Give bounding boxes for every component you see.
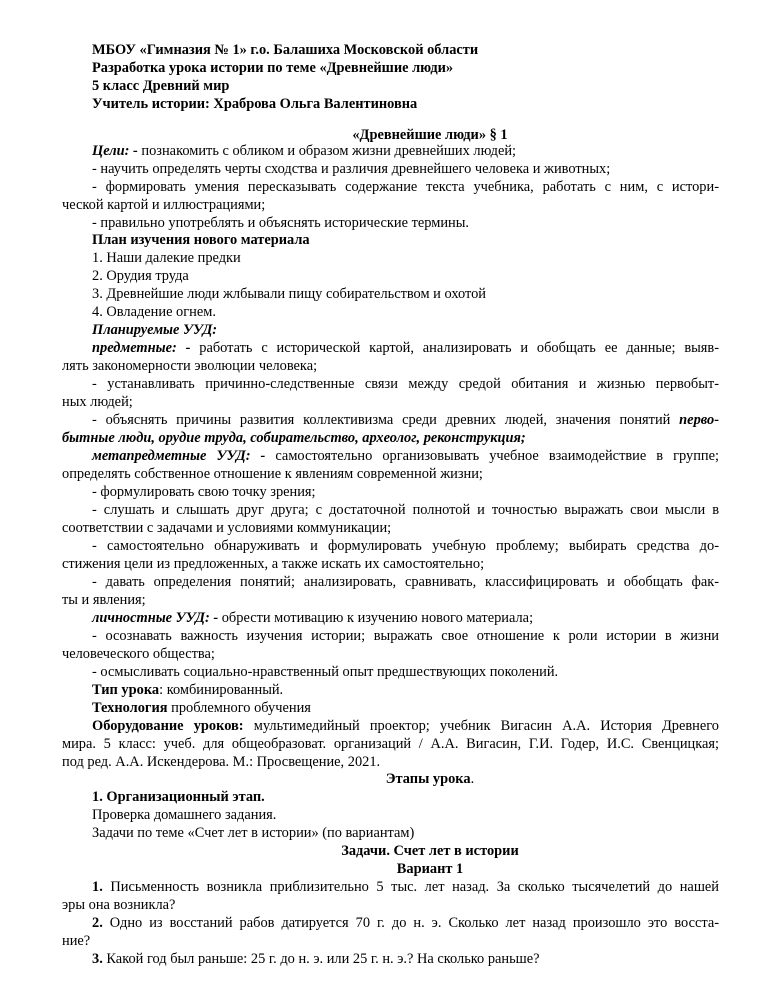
task-1-line-b: эры она возникла? bbox=[62, 897, 176, 913]
goals-line-1: Цели: - познакомить с обликом и образом жизни древнейших людей; bbox=[92, 143, 517, 159]
stages-heading: Этапы урока. bbox=[385, 771, 475, 787]
stage1-line-2: Задачи по теме «Счет лет в истории» (по вариантам) bbox=[92, 825, 415, 841]
equipment-line-1: Оборудование уроков: мультимедийный проектор; учебник Вигасин А.А. История Древнего bbox=[92, 718, 719, 734]
lesson-title: «Древнейшие люди» § 1 bbox=[352, 127, 508, 143]
personal-line-1: личностные УУД: - обрести мотивацию к изучению нового материала; bbox=[92, 610, 534, 626]
technology-line: Технология проблемного обучения bbox=[92, 700, 311, 716]
task-2-line-a: 2. Одно из восстаний рабов датируется 70 г. до н. э. Сколько лет назад произошло это восста- bbox=[92, 915, 719, 931]
plan-item-1: 1. Наши далекие предки bbox=[92, 250, 241, 266]
uud-heading: Планируемые УУД: bbox=[92, 322, 218, 338]
plan-item-4: 4. Овладение огнем. bbox=[92, 304, 216, 320]
plan-item-2: 2. Орудия труда bbox=[92, 268, 189, 284]
equipment-line-2: мира. 5 класс: учеб. для общеобразоват. организаций / А.А. Вигасин, Г.И. Годер, И.С. Свенцицкая; bbox=[62, 736, 719, 752]
subject-line-2b: ных людей; bbox=[62, 394, 133, 410]
personal-line-2a: - осознавать важность изучения истории; выражать свое отношение к роли истории в жизни bbox=[92, 628, 719, 644]
development-line: Разработка урока истории по теме «Древнейшие люди» bbox=[92, 60, 454, 76]
meta-line-5b: ты и явления; bbox=[62, 592, 146, 608]
task-1-line-a: 1. Письменность возникла приблизительно 5 тыс. лет назад. За сколько тысячелетий до нашей bbox=[92, 879, 719, 895]
subject-line-1a: предметные: - работать с исторической картой, анализировать и обобщать ее данные; выяв- bbox=[92, 340, 719, 356]
plan-item-3: 3. Древнейшие люди жлбывали пищу собирательством и охотой bbox=[92, 286, 486, 302]
school-line: МБОУ «Гимназия № 1» г.о. Балашиха Московской области bbox=[92, 42, 479, 58]
subject-line-2a: - устанавливать причинно-следственные связи между средой обитания и жизнью первобыт- bbox=[92, 376, 719, 392]
personal-label: личностные УУД: - bbox=[92, 610, 219, 626]
meta-line-2: - формулировать свою точку зрения; bbox=[92, 484, 316, 500]
subject-line-3b: бытные люди, орудие труда, собирательство, археолог, реконструкция; bbox=[62, 430, 526, 446]
personal-line-3: - осмысливать социально-нравственный опыт предшествующих поколений. bbox=[92, 664, 559, 680]
goals-label: Цели: - bbox=[92, 143, 138, 159]
teacher-line: Учитель истории: Храброва Ольга Валентиновна bbox=[92, 96, 418, 112]
subject-line-3a: - объяснять причины развития коллективизма среди древних людей, значения понятий перво- bbox=[92, 412, 719, 428]
meta-line-3a: - слушать и слышать друг друга; с достаточной полнотой и точностью выражать свои мысли в bbox=[92, 502, 719, 518]
goals-line-3a: - формировать умения пересказывать содержание текста учебника, работать с ним, с истори- bbox=[92, 179, 719, 195]
stage1-line-1: Проверка домашнего задания. bbox=[92, 807, 277, 823]
grade-line: 5 класс Древний мир bbox=[92, 78, 230, 94]
task-3-line: 3. Какой год был раньше: 25 г. до н. э. или 25 г. н. э.? На сколько раньше? bbox=[92, 951, 540, 967]
goals-line-3b: ческой картой и иллюстрациями; bbox=[62, 197, 266, 213]
meta-line-4b: стижения цели из предложенных, а также искать их самостоятельно; bbox=[62, 556, 485, 572]
plan-heading: План изучения нового материала bbox=[92, 232, 310, 248]
goals-line-4: - правильно употреблять и объяснять исторические термины. bbox=[92, 215, 470, 231]
meta-line-4a: - самостоятельно обнаруживать и формулировать учебную проблему; выбирать средства до- bbox=[92, 538, 719, 554]
subject-line-1b: лять закономерности эволюции человека; bbox=[62, 358, 318, 374]
meta-line-3b: соответствии с задачами и условиями коммуникации; bbox=[62, 520, 392, 536]
lesson-type-line: Тип урока: комбинированный. bbox=[92, 682, 284, 698]
goals-line-2: - научить определять черты сходства и различия древнейшего человека и животных; bbox=[92, 161, 611, 177]
subject-label: предметные: - bbox=[92, 340, 191, 356]
task-2-line-b: ние? bbox=[62, 933, 91, 949]
meta-line-1a: метапредметные УУД: - самостоятельно организовывать учебное взаимодействие в группе; bbox=[92, 448, 719, 464]
stage1-heading: 1. Организационный этап. bbox=[92, 789, 265, 805]
tasks-heading: Задачи. Счет лет в истории bbox=[341, 843, 519, 859]
meta-label: метапредметные УУД: - bbox=[92, 448, 266, 464]
meta-line-1b: определять собственное отношение к явлениям современной жизни; bbox=[62, 466, 483, 482]
equipment-line-3: под ред. А.А. Искендерова. М.: Просвещение, 2021. bbox=[62, 754, 381, 770]
meta-line-5a: - давать определения понятий; анализировать, сравнивать, классифицировать и обобщать фак- bbox=[92, 574, 719, 590]
variant-heading: Вариант 1 bbox=[396, 861, 464, 877]
personal-line-2b: человеческого общества; bbox=[62, 646, 215, 662]
